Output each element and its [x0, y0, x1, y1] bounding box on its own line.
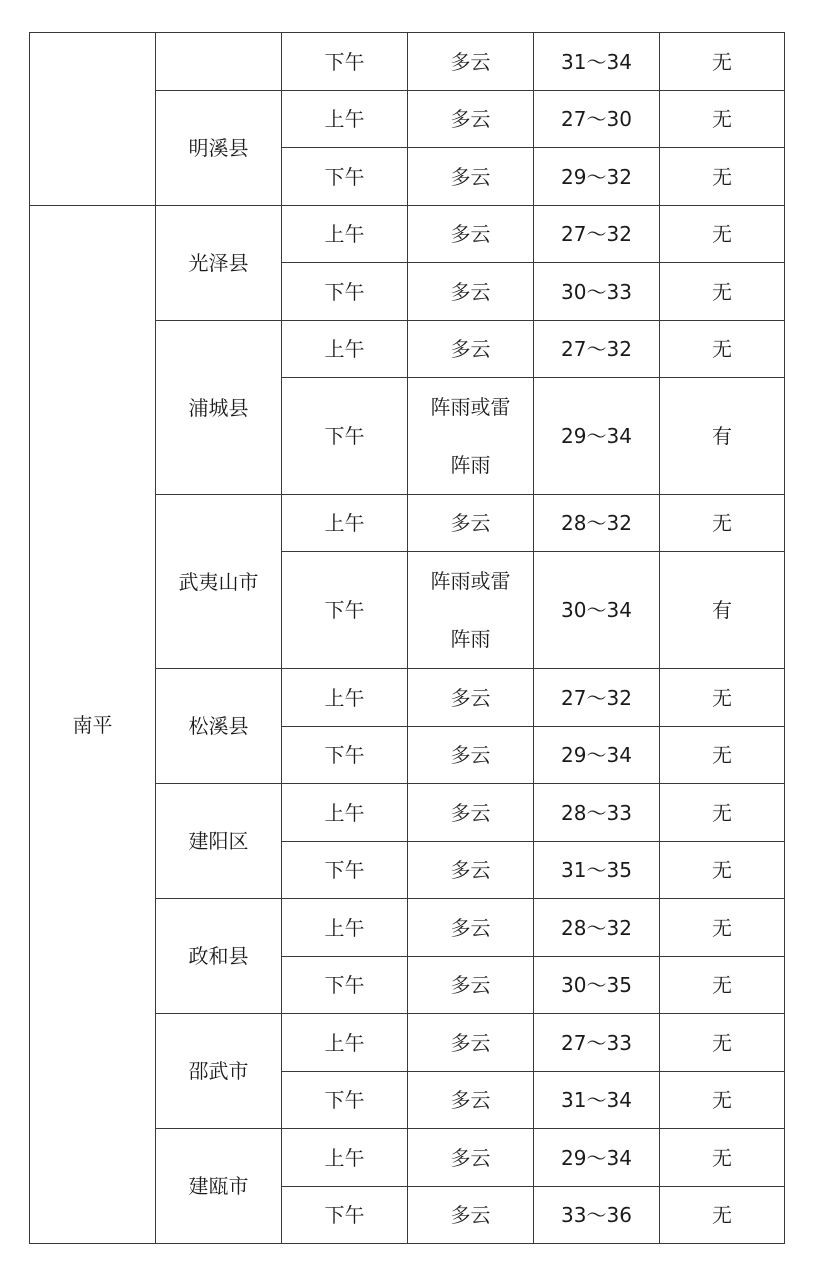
- period-cell: 上午: [282, 669, 408, 727]
- weather-cell: 多云: [408, 957, 534, 1014]
- period-cell: 上午: [282, 495, 408, 552]
- rain-cell: 无: [660, 1129, 785, 1187]
- weather-cell: 多云: [408, 1014, 534, 1072]
- rain-cell: 无: [660, 957, 785, 1014]
- temperature-cell: 29～34: [534, 378, 660, 495]
- period-cell: 下午: [282, 1187, 408, 1244]
- rain-cell: 无: [660, 91, 785, 148]
- rain-cell: 无: [660, 784, 785, 842]
- county-cell: 光泽县: [156, 206, 282, 321]
- weather-cell: 多云: [408, 1129, 534, 1187]
- period-cell: 下午: [282, 957, 408, 1014]
- weather-cell: 多云: [408, 784, 534, 842]
- temperature-cell: 27～32: [534, 669, 660, 727]
- weather-line: 阵雨或雷: [430, 569, 511, 593]
- period-cell: 下午: [282, 727, 408, 784]
- temperature-cell: 28～33: [534, 784, 660, 842]
- temperature-cell: 31～34: [534, 33, 660, 91]
- rain-cell: 无: [660, 206, 785, 263]
- rain-cell: 无: [660, 33, 785, 91]
- weather-cell: 多云: [408, 321, 534, 378]
- temperature-cell: 31～34: [534, 1072, 660, 1129]
- weather-forecast-table: [29, 32, 785, 1244]
- temperature-cell: 33～36: [534, 1187, 660, 1244]
- period-cell: 上午: [282, 321, 408, 378]
- rain-cell: 无: [660, 669, 785, 727]
- period-cell: 上午: [282, 784, 408, 842]
- temperature-cell: 27～30: [534, 91, 660, 148]
- county-cell: 政和县: [156, 899, 282, 1014]
- rain-cell: 无: [660, 1014, 785, 1072]
- period-cell: 下午: [282, 378, 408, 495]
- temperature-cell: 29～34: [534, 1129, 660, 1187]
- table-row: [30, 206, 785, 263]
- temperature-cell: 30～34: [534, 552, 660, 669]
- temperature-cell: 28～32: [534, 899, 660, 957]
- period-cell: 上午: [282, 91, 408, 148]
- temperature-cell: 29～34: [534, 727, 660, 784]
- temperature-cell: 27～32: [534, 206, 660, 263]
- period-cell: 下午: [282, 148, 408, 206]
- weather-cell: [408, 378, 534, 495]
- weather-cell: 多云: [408, 842, 534, 899]
- weather-cell: 多云: [408, 206, 534, 263]
- region-cell: [30, 33, 156, 206]
- rain-cell: 无: [660, 1072, 785, 1129]
- temperature-cell: 31～35: [534, 842, 660, 899]
- temperature-cell: 27～33: [534, 1014, 660, 1072]
- weather-cell: 多云: [408, 1187, 534, 1244]
- county-cell: 建瓯市: [156, 1129, 282, 1244]
- weather-line: 阵雨或雷: [430, 395, 511, 419]
- weather-cell: 多云: [408, 727, 534, 784]
- rain-cell: 无: [660, 148, 785, 206]
- temperature-cell: 29～32: [534, 148, 660, 206]
- rain-cell: 无: [660, 727, 785, 784]
- weather-cell: [408, 552, 534, 669]
- weather-cell: 多云: [408, 33, 534, 91]
- weather-cell: 多云: [408, 669, 534, 727]
- region-cell: 南平: [30, 206, 156, 1244]
- county-cell: 明溪县: [156, 91, 282, 206]
- weather-cell: 多云: [408, 91, 534, 148]
- temperature-cell: 30～35: [534, 957, 660, 1014]
- weather-cell: 多云: [408, 495, 534, 552]
- period-cell: 下午: [282, 263, 408, 321]
- temperature-cell: 28～32: [534, 495, 660, 552]
- period-cell: 上午: [282, 1014, 408, 1072]
- rain-cell: 无: [660, 263, 785, 321]
- weather-line: 阵雨: [450, 627, 491, 651]
- rain-cell: 无: [660, 321, 785, 378]
- county-cell: 浦城县: [156, 321, 282, 495]
- weather-cell: 多云: [408, 1072, 534, 1129]
- period-cell: 下午: [282, 33, 408, 91]
- period-cell: 上午: [282, 1129, 408, 1187]
- rain-cell: 有: [660, 378, 785, 495]
- temperature-cell: 27～32: [534, 321, 660, 378]
- weather-cell: 多云: [408, 263, 534, 321]
- weather-cell: 多云: [408, 148, 534, 206]
- period-cell: 下午: [282, 552, 408, 669]
- rain-cell: 无: [660, 1187, 785, 1244]
- county-cell: 邵武市: [156, 1014, 282, 1129]
- rain-cell: 有: [660, 552, 785, 669]
- temperature-cell: 30～33: [534, 263, 660, 321]
- period-cell: 下午: [282, 1072, 408, 1129]
- period-cell: 下午: [282, 842, 408, 899]
- rain-cell: 无: [660, 842, 785, 899]
- county-cell: 建阳区: [156, 784, 282, 899]
- rain-cell: 无: [660, 495, 785, 552]
- rain-cell: 无: [660, 899, 785, 957]
- weather-cell: 多云: [408, 899, 534, 957]
- weather-line: 阵雨: [450, 453, 491, 477]
- county-cell: [156, 33, 282, 91]
- county-cell: 武夷山市: [156, 495, 282, 669]
- period-cell: 上午: [282, 899, 408, 957]
- table-row: [30, 33, 785, 91]
- period-cell: 上午: [282, 206, 408, 263]
- county-cell: 松溪县: [156, 669, 282, 784]
